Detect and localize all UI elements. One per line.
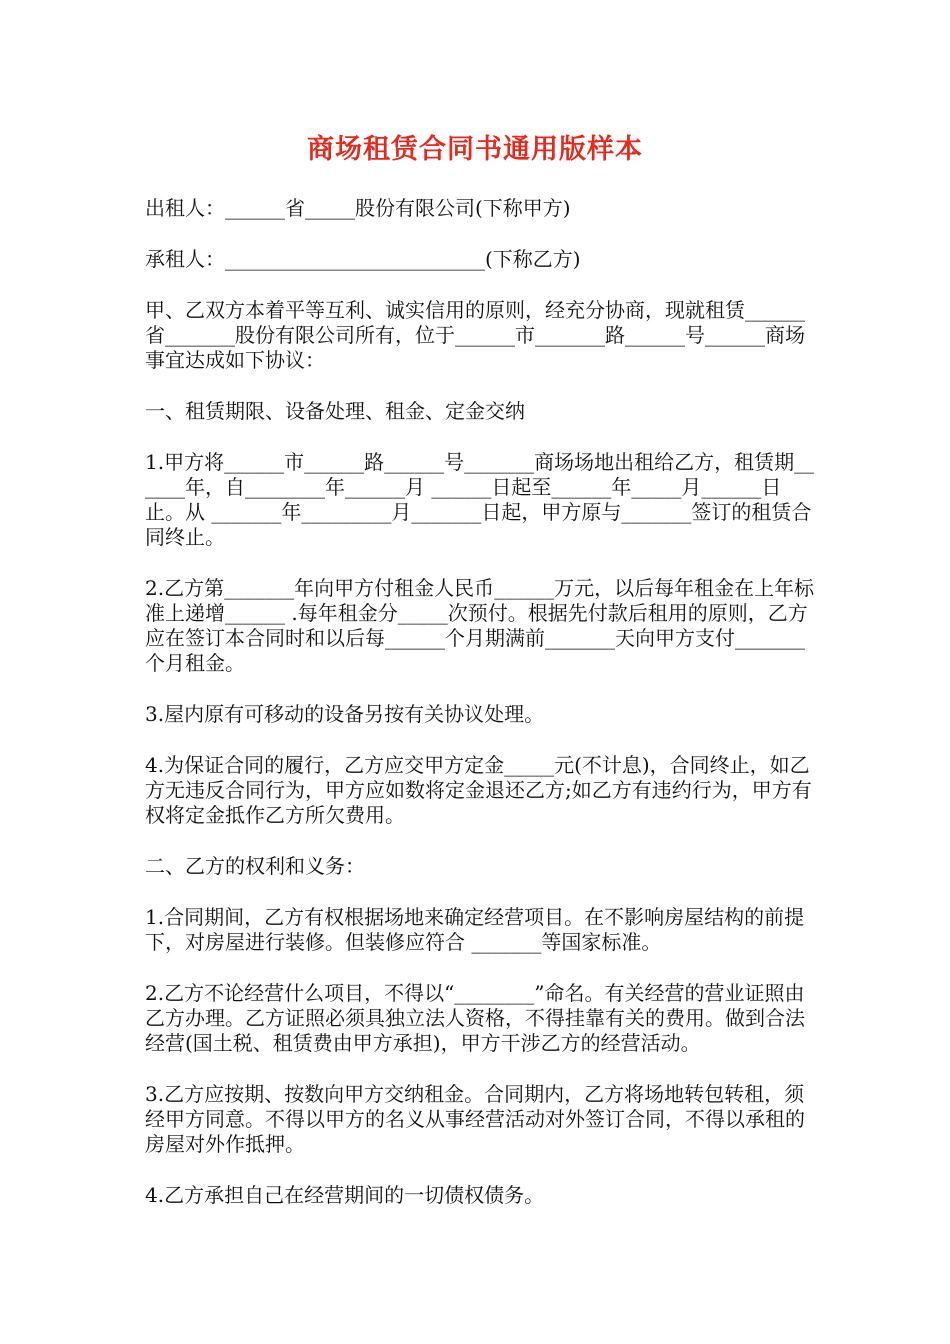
clause-2-1: 1.合同期间，乙方有权根据场地来确定经营项目。在不影响房屋结构的前提下，对房屋进行装修。但装修应符合 _______等国家标准。 <box>145 905 805 954</box>
lessee-line: 承租人：__________________________(下称乙方) <box>145 247 581 271</box>
section-heading-1: 一、租赁期限、设备处理、租金、定金交纳 <box>145 399 525 423</box>
preamble-paragraph: 甲、乙双方本着平等互利、诚实信用的原则，经充分协商，现就租赁______省_______股份有限公司所有，位于______市_______路______号______商场事宜达成如下协议： <box>145 298 805 372</box>
clause-2-3: 3.乙方应按期、按数向甲方交纳租金。合同期内，乙方将场地转包转租，须经甲方同意。不得以甲方的名义从事经营活动对外签订合同，不得以承租的房屋对外作抵押。 <box>145 1082 805 1156</box>
clause-1-2: 2.乙方第_______年向甲方付租金人民币______万元，以后每年租金在上年标准上递增______ .每年租金分_____次预付。根据先付款后租用的原则，乙方应在签订本合同时和以后每______个月期满前_______天向甲方支付_______ 个月租金。 <box>145 576 815 675</box>
lessor-line: 出租人：______省_____股份有限公司(下称甲方) <box>145 196 571 220</box>
clause-2-4: 4.乙方承担自己在经营期间的一切债权债务。 <box>145 1183 545 1207</box>
clause-2-2: 2.乙方不论经营什么项目，不得以“________”命名。有关经营的营业证照由乙方办理。乙方证照必须具独立法人资格，不得挂靠有关的费用。做到合法经营(国土税、租赁费由甲方承担)，甲方干涉乙方的经营活动。 <box>145 981 805 1055</box>
clause-1-4: 4.为保证合同的履行，乙方应交甲方定金_____元(不计息)，合同终止，如乙方无违反合同行为，甲方应如数将定金退还乙方;如乙方有违约行为，甲方有权将定金抵作乙方所欠费用。 <box>145 753 812 827</box>
clause-1-1: 1.甲方将______市______路______号_______商场场地出租给乙方，租赁期______年，自________年______月 ______日起至______年_____月______日止。从 _______年_________月_______日起，甲方原与_______签订的租赁合同终止。 <box>145 450 815 549</box>
document-title: 商场租赁合同书通用版样本 <box>307 134 643 165</box>
section-heading-2: 二、乙方的权利和义务： <box>145 854 365 878</box>
clause-1-3: 3.屋内原有可移动的设备另按有关协议处理。 <box>145 702 545 726</box>
document-body <box>145 196 815 1234</box>
